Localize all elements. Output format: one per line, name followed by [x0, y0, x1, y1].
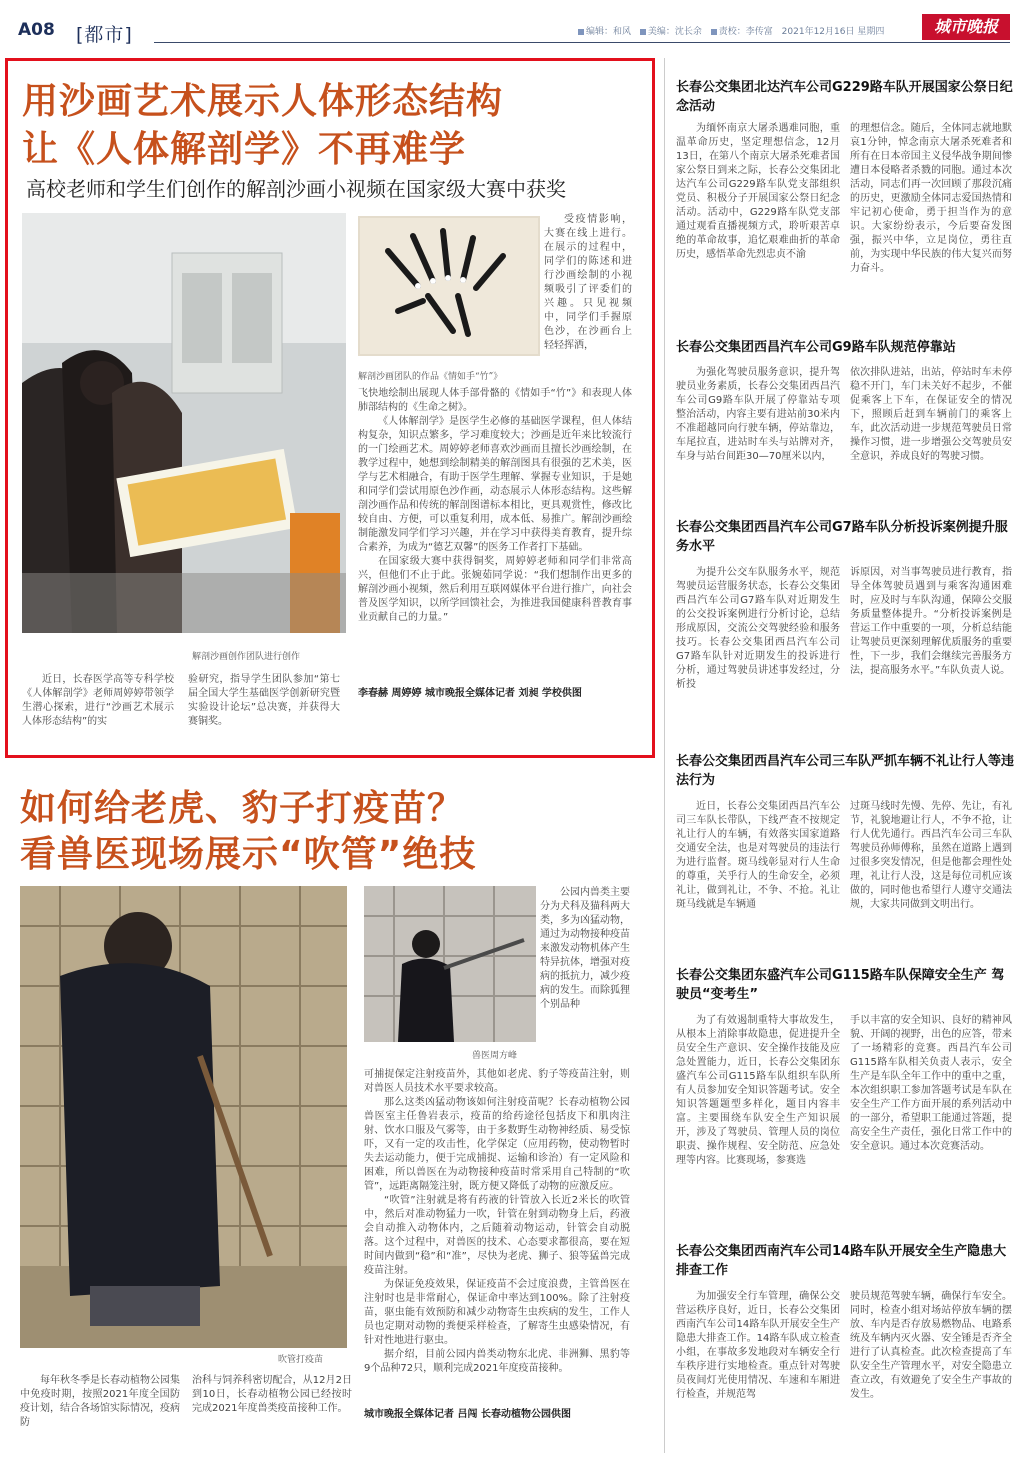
- story5-body-left: [676, 1014, 840, 1236]
- article1-lead-right-text: 验研究，指导学生团队参加“第七届全国大学生基础医学创新研究暨实验设计论坛”总决赛，并获得大赛铜奖。: [188, 674, 340, 727]
- story3-right-text: 诉原因，对当事驾驶员进行教育，指导全体驾驶员遇到与乘客沟通困难时，应及时与车队沟通，保障公交服务质量整体提升。“分析投诉案例是营运工作中重要的一项，分析总结能让驾驶员更深刻理解优质服务的重要性，下一步，我们会继续完善服务方法，提高服务水平。”车队负责人说。: [850, 567, 1012, 676]
- credits: [578, 24, 890, 37]
- vet-portrait-image: [364, 886, 536, 1042]
- story4-body-right: [850, 800, 1012, 952]
- story5-right-text: 手以丰富的安全知识、良好的精神风貌、开阔的视野，出色的应答，带来了一场精彩的竞赛。西昌汽车公司G115路车队相关负责人表示，安全生产是车队全年工作中的重中之重，本次组织职工参加答题考试是车队在安全生产工作方面开展的系列活动中的一部分，希望职工能通过答题，提高安全生产责任，强化日常工作中的安全意识。通过本次竞赛活动。: [850, 1015, 1012, 1152]
- article1-lead-right: [188, 673, 340, 751]
- story5-left-text: 为了有效遏制重特大事故发生，从根本上消除事故隐患，促进提升全员安全生产意识、安全操作技能及应急处置能力，近日，长春公交集团东盛汽车公司G115路车队组织车队所有人员参加安全知识答题考试。安全知识答题题型多样化，题目内容丰富。主要围绕车队安全生产知识展开，涉及了驾驶员、管理人员的岗位职责、操作规程、安全防范、应急处理等内容。比赛现场，参赛选: [676, 1015, 840, 1166]
- credit-editor: 编辑：和风: [586, 27, 632, 37]
- article1-para-3: 在国家级大赛中获得铜奖，周婷婷老师和同学们非常高兴，但他们不止于此。张婉茹同学说：“我们想制作出更多的解剖沙画小视频，然后利用互联网媒体平台进行推广，向社会普及医学知识，以所学回馈社会，为推进我国健康科普教育事业贡献自己的力量。”: [358, 556, 632, 623]
- article1-top-text: 受疫情影响，大赛在线上进行。在展示的过程中，同学们的陈述和进行沙画绘制的小视频吸引了评委们的兴趣。只见视频中，同学们手握原色沙，在沙画台上轻轻挥洒，: [544, 214, 632, 351]
- section-tag: [都市]: [76, 24, 133, 46]
- photo-vet-blowpipe: [20, 886, 347, 1348]
- article1-lead-left-text: 近日，长春医学高等专科学校《人体解剖学》老师周婷婷带领学生潜心探索，进行“沙画艺术展示人体形态结构”的实: [22, 674, 174, 727]
- credit-art: 美编：沈长余: [647, 27, 702, 37]
- story1-body-right: [850, 122, 1012, 328]
- story6-body-left: [676, 1290, 840, 1450]
- photo-students-sand-painting: [22, 213, 346, 633]
- page-number: A08: [18, 20, 55, 40]
- article2-lead-left-text: 每年秋冬季是长春动植物公园集中免疫时期，按照2021年度全国防疫计划，结合各场馆实际情况，疫病防: [20, 1375, 180, 1428]
- credit-proof: 责校：李传富: [718, 27, 773, 37]
- article1-para-1: 飞快地绘制出展现人体手部骨骼的《情如手“竹”》和表现人体肺部结构的《生命之树》。: [358, 388, 632, 413]
- story6-body-right: [850, 1290, 1012, 1450]
- story6-headline: 长春公交集团西南汽车公司14路车队开展安全生产隐患大排查工作: [676, 1244, 1007, 1278]
- story1-right-text: 的理想信念。随后，全体同志就地默哀1分钟，悼念南京大屠杀死难者和所有在日本帝国主义侵华战争期间惨遭日本侵略者杀戮的同胞。通过本次活动，同志们再一次回顾了那段沉痛的历史，更激励全体同志爱国热情和牢记初心使命，勇于担当作为的意识。大家纷纷表示，今后要奋发图强，振兴中华，立足岗位，勇往直前，为实现中华民族的伟大复兴而努力奋斗。: [850, 123, 1012, 274]
- photo2-caption-main: 吹管打疫苗: [278, 1355, 324, 1365]
- article2-lead-right-text: 治科与饲养科密切配合，从12月2日到10日，长春动植物公园已经按时完成2021年度兽类疫苗接种工作。: [192, 1375, 352, 1414]
- article2-byline-wrap: [364, 1408, 630, 1438]
- masthead: [18, 14, 1010, 54]
- article2-para-5: 据介绍，目前公园内兽类动物东北虎、非洲狮、黑豹等9个品种72只，顺利完成2021年度疫苗接种。: [364, 1349, 630, 1374]
- article1-byline: 李春赫 周婷婷 城市晚报全媒体记者 刘昶 学校供图: [358, 688, 582, 699]
- story2-right-text: 依次排队进站，出站，停站时车未停稳不开门，车门未关好不起步，不催促乘客上下车，在保证安全的情况下，照顾后赶到车辆前门的乘客上车，此次活动进一步规范驾驶员日常操作习惯，进一步增强公交驾驶员安全意识，养成良好的驾驶习惯。: [850, 367, 1012, 462]
- headline2-line2: 看兽医现场展示“吹管”绝技: [20, 834, 477, 875]
- story4-headline: 长春公交集团西昌汽车公司三车队严抓车辆不礼让行人等违法行为: [676, 754, 1015, 788]
- story2-headline: 长春公交集团西昌汽车公司G9路车队规范停靠站: [676, 340, 956, 355]
- article2-para-1: 可捕捉保定注射疫苗外，其他如老虎、豹子等疫苗注射，则对兽医人员技术水平要求较高。: [364, 1069, 630, 1094]
- headline2-line1: 如何给老虎、豹子打疫苗？: [20, 788, 465, 829]
- story2-left-text: 为强化驾驶员服务意识，提升驾驶员业务素质，长春公交集团西昌汽车公司G9路车队开展了停靠站专项整治活动，内容主要有进站前30米内不准超越同向行驶车辆，停站靠边，车尾拉直，进站时车头与站牌对齐，车身与站台间距30—70厘米以内，: [676, 367, 840, 462]
- story1-headline: 长春公交集团北达汽车公司G229路车队开展国家公祭日纪念活动: [676, 80, 1013, 114]
- article1-para-2: 《人体解剖学》是医学生必修的基础医学课程，但人体结构复杂，知识点繁多，学习难度较大；沙画是近年来比较流行的一门绘画艺术。周婷婷老师喜欢沙画而且擅长沙画绘制，在教学过程中，她想到绘制精美的解剖图具有很强的艺术美，医学与艺术相融合，有助于医学生理解、掌握专业知识，于是她和同学们尝试用原色沙作画，动态展示人体形态结构。这些解剖沙画作品和传统的解剖图谱标本相比，更具观赏性，修改比较自由、方便，可以重复利用，成本低、易推广。解剖沙画绘制能激发同学们学习兴趣，并在学习中获得美育教育，提升综合素养，为成为“德艺双馨”的医务工作者打下基础。: [358, 416, 632, 553]
- vet-blowpipe-image: [20, 886, 347, 1348]
- article1-body-right-top: [544, 213, 632, 413]
- story4-right-text: 过斑马线时先慢、先停、先让，有礼节，礼貌地避让行人，不争不抢，让行人优先通行。西昌汽车公司三车队驾驶员孙师傅称，虽然在道路上遇到过很多突发情况，但是他都会理性处理，礼让行人没，这是每位司机应该做的，同时他也希望行人遵守交通法规，大家共同做到文明出行。: [850, 801, 1012, 910]
- hand-bones-image: [358, 216, 540, 356]
- story3-headline: 长春公交集团西昌汽车公司G7路车队分析投诉案例提升服务水平: [676, 520, 1008, 554]
- story6-right-text: 驶员规范驾驶车辆，确保行车安全。同时，检查小组对场站停放车辆的摆放、车内是否存放易燃物品、电路系统及车辆内灭火器、安全锤是否齐全进行了认真检查。此次检查提高了车队安全生产管理水平，对安全隐患立查立改，有效避免了安全生产事故的发生。: [850, 1291, 1012, 1400]
- story5-body-right: [850, 1014, 1012, 1236]
- article-sand-painting: [5, 58, 655, 758]
- story3-body-left: [676, 566, 840, 736]
- headline-line2: 让《人体解剖学》不再难学: [22, 129, 467, 170]
- headline-line1: 用沙画艺术展示人体形态结构: [22, 81, 504, 122]
- story4-left-text: 近日，长春公交集团西昌汽车公司三车队长带队，下线严查不按规定礼让行人的车辆，有效落实国家道路交通安全法，也是对驾驶员的违法行为进行监督。斑马线彰显对行人生命的尊重，关乎行人的生命安全，必须礼让，做到礼让，不争、不抢。礼让斑马线就是车辆通: [676, 801, 840, 910]
- story1-left-text: 为缅怀南京大屠杀遇难同胞，重温革命历史，坚定理想信念，12月13日，在第八个南京大屠杀死难者国家公祭日到来之际，长春公交集团北达汽车公司G229路车队党支部组织党员、积极分子开展国家公祭日纪念活动。活动中，G229路车队党支部通过观看直播视频方式，聆听艰苦卓绝的革命故事，追忆艰难曲折的革命历史，感悟革命先烈忠贞不渝: [676, 123, 840, 260]
- article2-body-right-top: [540, 886, 630, 1068]
- article2-lead-left: [20, 1374, 180, 1444]
- column-divider: [664, 58, 665, 1453]
- story4-body-left: [676, 800, 840, 952]
- photo-vet-portrait: [364, 886, 536, 1042]
- story3-body-right: [850, 566, 1012, 736]
- photo-hand-sand-painting: [358, 216, 540, 356]
- subheadline: 高校老师和学生们创作的解剖沙画小视频在国家级大赛中获奖: [26, 177, 566, 201]
- story3-left-text: 为提升公交车队服务水平，规范驾驶员运营服务状态，长春公交集团西昌汽车公司G7路车队对近期发生的公交投诉案例进行分析讨论，总结形成原因，交流公交驾驶经验和服务技巧。长春公交集团西昌汽车公司G7路车队针对近期发生的投诉进行分析，通过驾驶员讲述事发经过，分析投: [676, 567, 840, 690]
- story2-body-right: [850, 366, 1012, 506]
- article2-para-4: 为保证免疫效果，保证疫苗不会过度浪费，主管兽医在注射时也是非常耐心，保证命中率达到100%。除了注射疫苗，驱虫能有效预防和减少动物寄生虫疾病的发生，工作人员也定期对动物的粪便采样检查，了解寄生虫感染情况，有针对性地进行驱虫。: [364, 1279, 630, 1346]
- article1-byline-wrap: [358, 687, 632, 727]
- article2-top-text: 公园内兽类主要分为犬科及猫科两大类，多为凶猛动物，通过为动物接种疫苗来激发动物机体产生特异抗体，增强对疫病的抵抗力，减少疫病的发生。而除狐狸个别品种: [540, 887, 630, 1010]
- story6-left-text: 为加强安全行车管理，确保公交营运秩序良好，近日，长春公交集团西南汽车公司14路车队开展安全生产隐患大排查工作。14路车队成立检查小组，在事故多发地段对车辆安全行车秩序进行实地检查。重点针对驾驶员夜间灯光使用情况、车速和车厢进行检查，并规范驾: [676, 1291, 840, 1400]
- photo-caption-main: 解剖沙画创作团队进行创作: [192, 652, 301, 662]
- story1-body-left: [676, 122, 840, 328]
- story5-headline: 长春公交集团东盛汽车公司G115路车队保障安全生产 驾驶员“变考生”: [676, 968, 1005, 1002]
- article2-lead-right: [192, 1374, 352, 1444]
- article2-para-3: “吹管”注射就是将有药液的针管放入长近2米长的吹管中，然后对准动物猛力一吹，针管在射到动物身上后，药液会自动推入动物体内，之后随着动物运动，针管会自动脱落。这个过程中，对兽医的技术、心态要求都很高，要在短时间内做到“稳”和“准”，尽快为老虎、狮子、狼等猛兽完成疫苗注射。: [364, 1195, 630, 1276]
- article2-body-right: [364, 1068, 630, 1404]
- photo2-caption-small: 兽医周方峰: [472, 1051, 518, 1061]
- article2-byline: 城市晚报全媒体记者 吕闯 长春动植物公园供图: [364, 1409, 571, 1420]
- article2-para-2: 那么这类凶猛动物该如何注射疫苗呢？长春动植物公园兽医室主任鲁岩表示，疫苗的给药途径包括皮下和肌肉注射、饮水口服及气雾等，由于多数野生动物神经质、易受惊吓，又有一定的攻击性，化学保定（应用药物，使动物暂时失去运动能力，便于完成捕捉、运输和诊治）有一定风险和困难，所以兽医在为动物接种疫苗时常采用自己特制的“吹管”，远距离隔笼注射，既方便又降低了动物的应激反应。: [364, 1097, 630, 1192]
- photo-students-image: [22, 213, 346, 633]
- story2-body-left: [676, 366, 840, 506]
- newspaper-logo: 城市晚报: [922, 14, 1010, 40]
- article1-lead-left: [22, 673, 174, 751]
- masthead-rule: [154, 42, 1010, 43]
- photo-caption-small: 解剖沙画团队的作品《情如手“竹”》: [358, 372, 503, 382]
- article1-body-right: [358, 387, 632, 687]
- credit-date: 2021年12月16日 星期四: [781, 27, 885, 37]
